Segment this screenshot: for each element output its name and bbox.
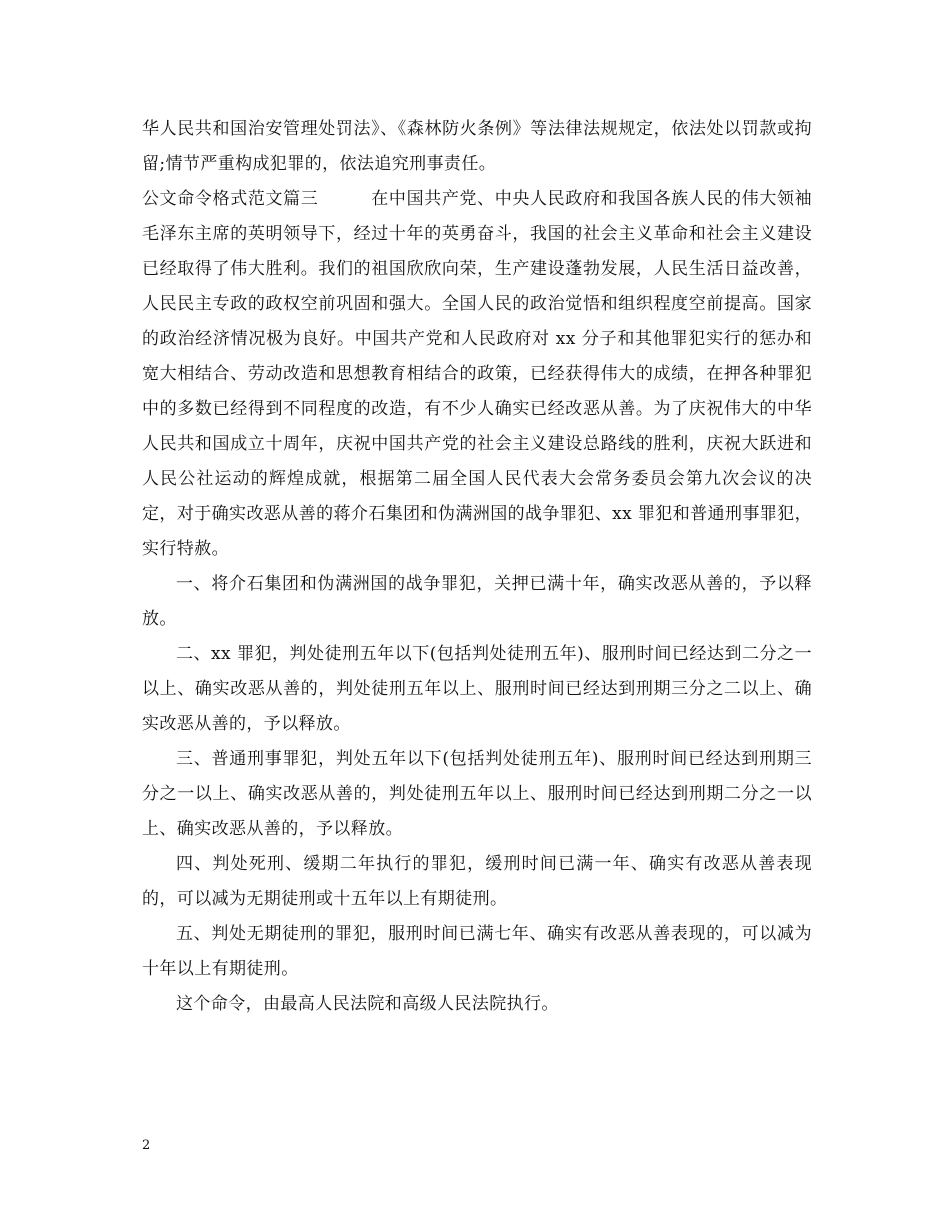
paragraph-closing: 这个命令，由最高人民法院和高级人民法院执行。 [176,994,559,1014]
document-body [142,112,812,1022]
paragraph-continuation: 华人民共和国治安管理处罚法》、《森林防火条例》等法律法规规定，依法处以罚款或拘留;情节严重构成犯罪的，依法追究刑事责任。 [142,119,812,174]
paragraph-item-four: 四、判处死刑、缓期二年执行的罪犯，缓刑时间已满一年、确实有改恶从善表现的，可以减为无期徒刑或十五年以上有期徒刑。 [142,854,812,909]
paragraph-item-three: 三、普通刑事罪犯，判处五年以下(包括判处徒刑五年)、服刑时间已经达到刑期三分之一以上、确实改恶从善的，判处徒刑五年以上、服刑时间已经达到刑期二分之一以上、确实改恶从善的，予以释放。 [142,749,812,839]
paragraph-item-five: 五、判处无期徒刑的罪犯，服刑时间已满七年、确实有改恶从善表现的，可以减为十年以上有期徒刑。 [142,924,812,979]
paragraph-item-one: 一、将介石集团和伪满洲国的战争罪犯，关押已满十年，确实改恶从善的，予以释放。 [142,574,812,629]
page-number: 2 [142,1138,151,1153]
paragraph-section-three: 公文命令格式范文篇三 在中国共产党、中央人民政府和我国各族人民的伟大领袖毛泽东主席的英明领导下，经过十年的英勇奋斗，我国的社会主义革命和社会主义建设已经取得了伟大胜利。我们的祖国欣欣向荣，生产建设蓬勃发展，人民生活日益改善，人民民主专政的政权空前巩固和强大。全国人民的政治觉悟和组织程度空前提高。国家的政治经济情况极为良好。中国共产党和人民政府对 xx 分子和其他罪犯实行的惩办和宽大相结合、劳动改造和思想教育相结合的政策，已经获得伟大的成绩，在押各种罪犯中的多数已经得到不同程度的改造，有不少人确实已经改恶从善。为了庆祝伟大的中华人民共和国成立十周年，庆祝中国共产党的社会主义建设总路线的胜利，庆祝大跃进和人民公社运动的辉煌成就，根据第二届全国人民代表大会常务委员会第九次会议的决定，对于确实改恶从善的蒋介石集团和伪满洲国的战争罪犯、xx 罪犯和普通刑事罪犯，实行特赦。 [142,189,812,559]
paragraph-item-two: 二、xx 罪犯，判处徒刑五年以下(包括判处徒刑五年)、服刑时间已经达到二分之一以上、确实改恶从善的，判处徒刑五年以上、服刑时间已经达到刑期三分之二以上、确实改恶从善的，予以释放。 [142,644,812,734]
